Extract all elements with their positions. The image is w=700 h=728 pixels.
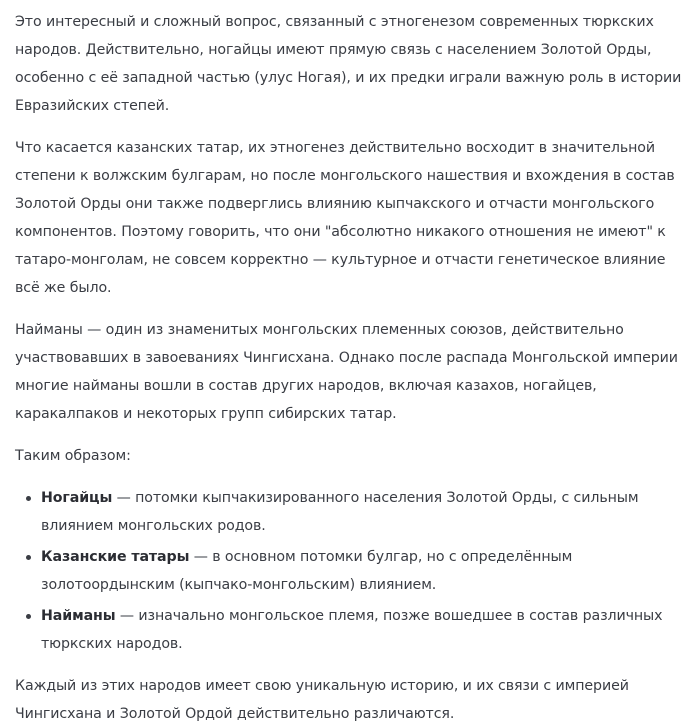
list-item bbox=[41, 484, 694, 540]
paragraph-final: Каждый из этих народов имеет свою уникальную историю, и их связи с империей Чингисхана и Золотой Ордой действительно различаются. bbox=[15, 678, 629, 722]
summary-list bbox=[15, 484, 694, 658]
paragraph-conclusion-intro: Таким образом: bbox=[15, 448, 131, 464]
list-item-text: — потомки кыпчакизированного населения Золотой Орды, с сильным влиянием монгольских родов. bbox=[41, 490, 639, 534]
paragraph-nogais: Это интересный и сложный вопрос, связанный с этногенезом современных тюркских народов. Действительно, ногайцы имеют прямую связь с населением Золотой Орды, особенно с её западной частью (улус Ногая), и их предки играли важную роль в истории Евразийских степей. bbox=[15, 14, 682, 114]
paragraph-kazan-tatars: Что касается казанских татар, их этногенез действительно восходит в значительной степени к волжским булгарам, но после монгольского нашествия и вхождения в состав Золотой Орды они также подверглись влиянию кыпчакского и отчасти монгольского компонентов. Поэтому говорить, что они "абсолютно никакого отношения не имеют" к татаро-монголам, не совсем корректно — культурное и отчасти генетическое влияние всё же было. bbox=[15, 140, 675, 296]
paragraph-naimans: Найманы — один из знаменитых монгольских племенных союзов, действительно участвовавших в завоеваниях Чингисхана. Однако после распада Монгольской империи многие найманы вошли в состав других народов, включая казахов, ногайцев, каракалпаков и некоторых групп сибирских татар. bbox=[15, 322, 678, 422]
list-item-term: Найманы bbox=[41, 608, 116, 624]
list-item bbox=[41, 602, 694, 658]
list-item-text: — изначально монгольское племя, позже вошедшее в состав различных тюркских народов. bbox=[41, 608, 663, 652]
list-item-term: Ногайцы bbox=[41, 490, 113, 506]
list-item-term: Казанские татары bbox=[41, 549, 190, 565]
list-item bbox=[41, 543, 694, 599]
list-item-text: — в основном потомки булгар, но с определённым золотоордынским (кыпчако-монгольским) влиянием. bbox=[41, 549, 573, 593]
